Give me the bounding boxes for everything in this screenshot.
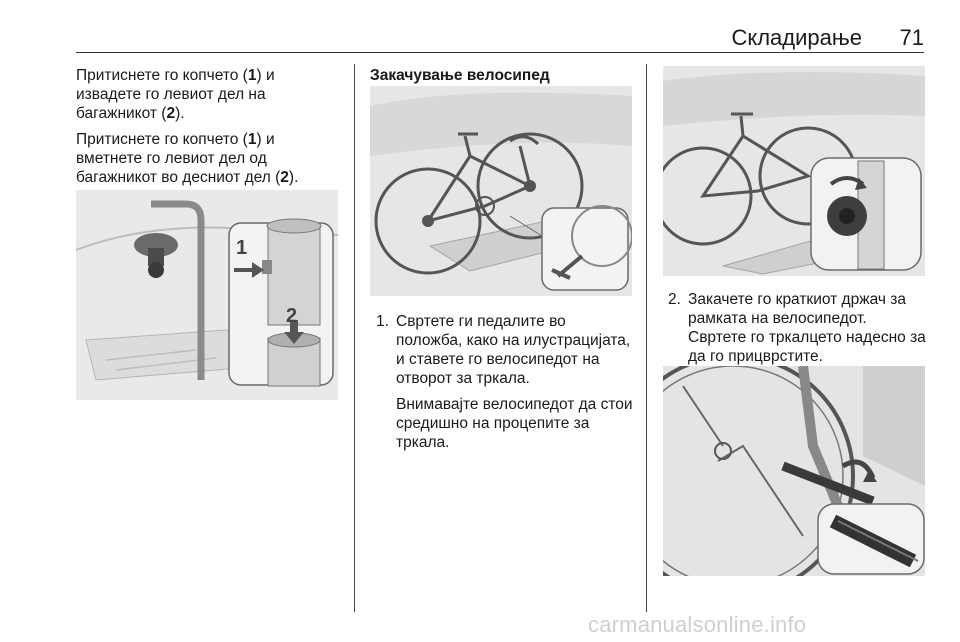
column-divider-2 [646,64,647,612]
callout-ref: 1 [247,67,257,84]
column-2 [370,66,636,85]
step-text: Закачете го краткиот држач за рамката на велосипедот. Свртете го тркалцето надесно за да го прицврстите. [688,291,926,365]
instruction-text: ). [288,169,299,186]
instruction-text: Притиснете го копчето ( [76,131,248,148]
step-number: 1. [376,313,389,330]
instruction-text: ) и вметнете го левиот дел од багажникот во десниот дел ( [76,131,281,186]
step-number: 2. [668,291,681,308]
step-note: Внимавајте велосипедот да стои средишно на процепите за тркала. [396,396,633,451]
figure-strap-tightening [663,366,925,576]
instruction-insert [76,130,344,187]
callout-ref: 2 [166,105,176,122]
column-1 [76,66,344,194]
section-title: Закачување велосипед [370,67,550,84]
step-1 [376,312,634,459]
figure-bike-mounting [370,86,632,296]
instruction-text: ) и извадете го левиот дел на багажникот ( [76,67,275,122]
header-title: Складирање [731,25,862,50]
instruction-remove [76,66,344,123]
instruction-text: Притиснете го копчето ( [76,67,248,84]
callout-ref: 2 [280,169,289,186]
figure-carrier-detail [76,190,338,400]
step-2 [668,290,928,373]
page-number: 71 [899,25,924,50]
instruction-text: ). [175,105,185,122]
figure-callout-1: 1 [236,237,248,259]
column-divider-1 [354,64,355,612]
step-text: Свртете ги педалите во положба, како на илустрацијата, и ставете го велосипедот на отворот за тркала. [396,313,631,387]
page-header [76,22,924,53]
watermark: carmanualsonline.info [588,612,807,637]
figure-callout-2: 2 [286,305,298,327]
figure-frame-holder [663,66,925,276]
callout-ref: 1 [247,131,257,148]
